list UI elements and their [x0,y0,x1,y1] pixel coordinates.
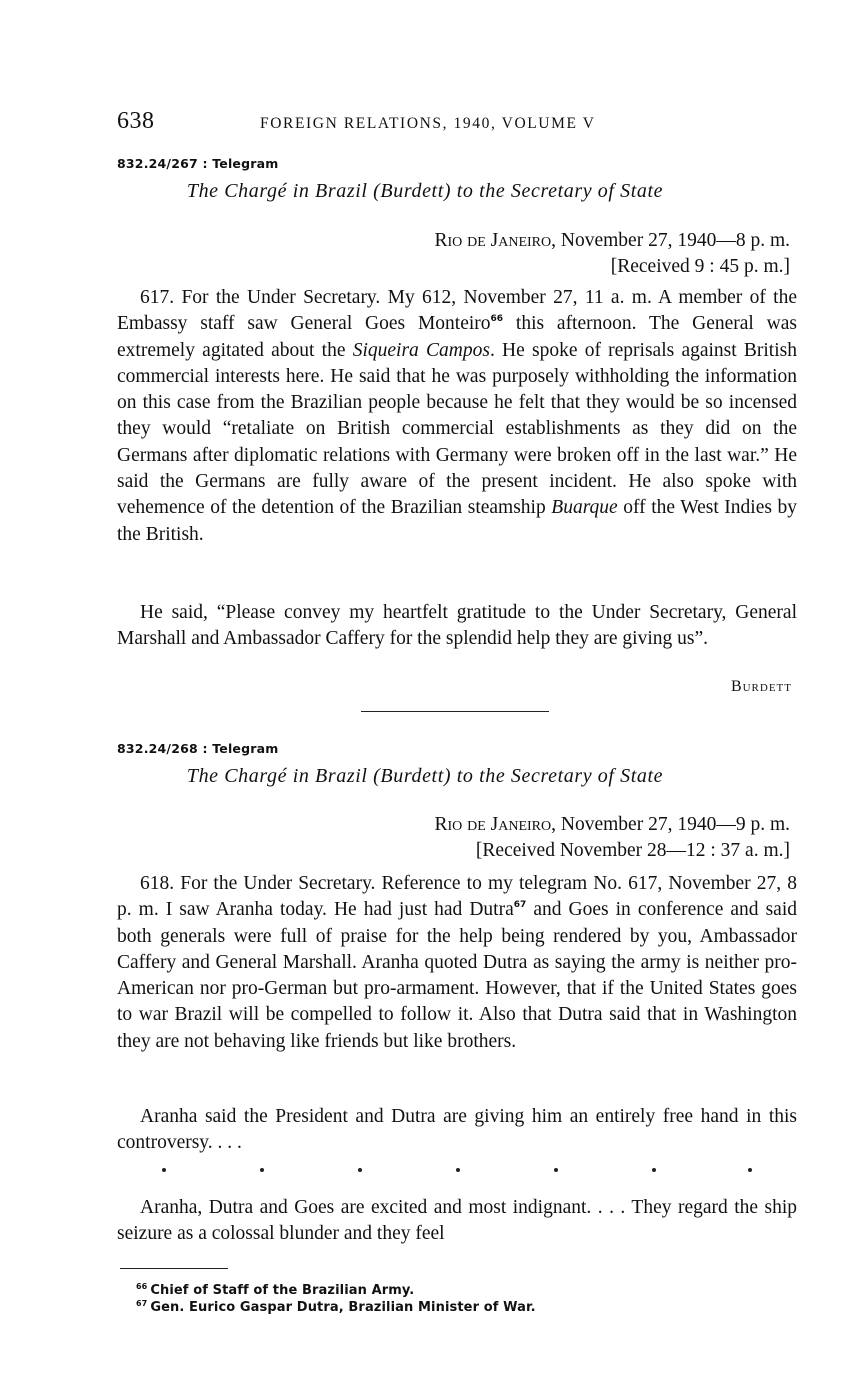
ellipsis-dot [554,1168,558,1172]
doc1-p1-text-d: off the West Indies by the British. [117,497,797,545]
ellipsis-dot [652,1168,656,1172]
doc1-paragraph-1 [117,285,797,548]
doc1-p1-text-a: 617. For the Under Secretary. My 612, November 27, 11 a. m. A member of the Embassy staff saw General Goes Monteiro [117,287,797,335]
footnote-text-67: Gen. Eurico Gaspar Dutra, Brazilian Minister of War. [150,1300,536,1315]
dateline-received-1: [Received 9 : 45 p. m.] [610,256,790,277]
dateline-date-1: November 27, 1940—8 p. m. [556,230,790,251]
doc2-paragraph-2: Aranha said the President and Dutra are giving him an entirely free hand in this controversy. . . . [117,1106,797,1154]
dateline-received-2: [Received November 28—12 : 37 a. m.] [475,840,790,861]
footnote-mark-67: 67 [136,1299,148,1308]
doc2-p1-text-a: 618. For the Under Secretary. Reference to my telegram No. 617, November 27, 8 p. m. I saw Aranha today. He had just had Dutra [117,873,797,921]
doc-id-1: 832.24/267 : Telegram [117,156,279,171]
dateline-2 [434,812,790,864]
ship-name-siqueira-campos: Siqueira Campos [352,339,490,361]
footnote-mark-66: 66 [136,1282,148,1291]
doc2-paragraph-3: Aranha, Dutra and Goes are excited and most indignant. . . . They regard the ship seizure as a colossal blunder and they feel [117,1197,797,1245]
dateline-sent-2 [434,812,790,838]
footnote-rule [120,1268,228,1269]
footnote-67 [136,1300,536,1315]
doc2-paragraph-1 [117,871,797,1055]
page-header [117,108,797,138]
footnote-text-66: Chief of Staff of the Brazilian Army. [150,1283,415,1298]
ellipsis-dot [748,1168,752,1172]
section-divider [361,711,549,712]
doc-title-1: The Chargé in Brazil (Burdett) to the Secretary of State [186,180,664,202]
doc-title-2: The Chargé in Brazil (Burdett) to the Secretary of State [186,765,664,787]
doc1-p1-text-b: this afternoon. The General was extremely agitated about the [117,313,797,361]
dateline-place-1: Rio de Janeiro, [434,230,557,251]
dateline-1 [434,228,790,280]
doc2-p1-text-b: and Goes in conference and said both generals were full of praise for the help being rendered by you, Ambassador Caffery and General Marshall. Aranha quoted Dutra as saying the army is neither pro-American nor pro-German but pro-armament. However, that if the United States goes to war Brazil will be compelled to follow it. Also that Dutra said that in Washington they are not behaving like friends but like brothers. [117,899,797,1052]
ellipsis-omission [162,1168,762,1188]
running-head: FOREIGN RELATIONS, 1940, VOLUME V [260,115,596,132]
dateline-place-2: Rio de Janeiro, [434,814,557,835]
doc-id-2: 832.24/268 : Telegram [117,741,279,756]
doc1-paragraph-2: He said, “Please convey my heartfelt gratitude to the Under Secretary, General Marshall and Ambassador Caffery for the splendid help they are giving us”. [117,602,797,650]
ellipsis-dot [260,1168,264,1172]
footnote-66 [136,1283,414,1298]
ellipsis-dot [162,1168,166,1172]
ellipsis-dot [456,1168,460,1172]
page-number: 638 [117,108,155,134]
dateline-date-2: November 27, 1940—9 p. m. [556,814,790,835]
ellipsis-dot [358,1168,362,1172]
doc1-p1-text-c: . He spoke of reprisals against British commercial interests here. He said that he was purposely withholding the information on this case from the Brazilian people because he felt that they would be so incensed they would “retaliate on British commercial establishments as they did on the Germans after diplomatic relations with Germany were broken off in the last war.” He said the Germans are fully aware of the present incident. He also spoke with vehemence of the detention of the Brazilian steamship [117,339,797,519]
signature-burdett: Burdett [730,678,792,695]
footnote-ref-66[interactable]: 66 [490,314,504,325]
footnote-ref-67[interactable]: 67 [513,900,527,911]
dateline-sent-1 [434,228,790,254]
ship-name-buarque: Buarque [551,497,618,519]
